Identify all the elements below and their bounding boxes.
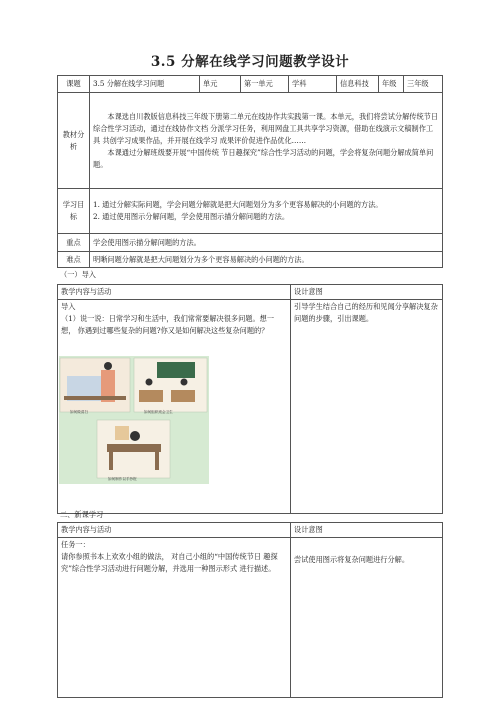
new-lesson-table (57, 522, 443, 698)
key-point-label: 重点 (58, 234, 90, 252)
analysis-paragraph-1: 本课选自川教版信息科技三年级下册第二单元在线协作共实践第一课。本单元，我们将尝试分解传统节日 综合性学习活动，通过在线协作文档 分派学习任务，利用网盘工具共享学习资源，借助在线演示文稿制作工具 共创学习成果作品，并开展在线学习 成果评价促进作品优化…… (93, 111, 439, 145)
unit-label: 单元 (200, 76, 241, 93)
difficulty-label: 难点 (58, 252, 90, 268)
new-lesson-content (58, 538, 291, 698)
new-lesson-col2-header: 设计意图 (291, 523, 443, 538)
intro-header-row (58, 285, 443, 300)
analysis-paragraph-2: 本课通过分解班级要开展“中国传统 节日趣探究”综合性学习活动的问题，学会将复杂问题分解成简单问题。 (93, 147, 434, 169)
analysis-label: 教材分析 (58, 93, 90, 189)
subject-value: 信息科技 (337, 76, 379, 93)
objectives-content (90, 189, 443, 234)
unit-value: 第一单元 (241, 76, 289, 93)
illustration-group (59, 356, 209, 484)
key-point-row (58, 234, 443, 252)
objectives-row (58, 189, 443, 234)
intro-title: 导入 (61, 302, 76, 311)
page-title: 3.5 分解在线学习问题教学设计 (150, 54, 350, 70)
header-row (58, 76, 443, 93)
grade-label: 年级 (379, 76, 404, 93)
intro-col2-header: 设计意图 (291, 285, 443, 300)
objective-item-2: 2. 通过使用图示分解问题，学会使用图示描分解问题的方法。 (93, 212, 290, 221)
analysis-row (58, 93, 443, 189)
new-lesson-col1-header: 教学内容与活动 (58, 523, 291, 538)
cleaning-illustration (60, 358, 130, 412)
difficulty-value: 明晰问题分解就是把大问题划分为多个更容易解决的小问题的方法。 (90, 252, 443, 268)
lesson-info-table (57, 75, 443, 268)
caption-3: 如何制作以手抄报 (108, 477, 137, 481)
section-2-heading: 二、新课学习 (60, 510, 104, 519)
subject-label: 学科 (289, 76, 337, 93)
poster-making-illustration (97, 420, 170, 478)
caption-1: 如何做清扫 (70, 410, 88, 414)
analysis-content (90, 93, 443, 189)
class-meeting-illustration (134, 358, 207, 412)
new-lesson-intent: 尝试使用图示将复杂问题进行分解。 (291, 538, 443, 698)
key-point-value: 学会使用图示描分解问题的方法。 (90, 234, 443, 252)
objectives-label: 学习目标 (58, 189, 90, 234)
lesson-label: 课题 (58, 76, 90, 93)
intro-text: （1）说一说：日常学习和生活中，我们常常要解决很多问题。想一想， 你遇到过哪些复杂的问题?你又是如何解决这些复杂问题的？ (61, 314, 275, 335)
lesson-value: 3.5 分解在线学习问题 (90, 76, 200, 93)
grade-value: 三年级 (404, 76, 443, 93)
difficulty-row (58, 252, 443, 268)
new-lesson-header-row (58, 523, 443, 538)
new-lesson-body-row (58, 538, 443, 698)
task-label: 任务一： (61, 540, 90, 549)
intro-intent: 引导学生结合自己的经历和见闻分享解决复杂问题的步骤，引出课题。 (291, 300, 443, 514)
intro-col1-header: 教学内容与活动 (58, 285, 291, 300)
caption-2: 如何组织班会卫生 (144, 410, 173, 414)
task-text: 请你参照书本上欢欢小组的做法， 对自己小组的“中国传统节日 趣探究”综合性学习活动进行问题分解，并选用一种图示形式 进行描述。 (61, 552, 278, 573)
objective-item-1: 1. 通过分解实际问题，学会问题分解就是把大问题划分为多个更容易解决的小问题的方法。 (93, 200, 383, 209)
section-1-heading: （一）导入 (60, 270, 96, 279)
